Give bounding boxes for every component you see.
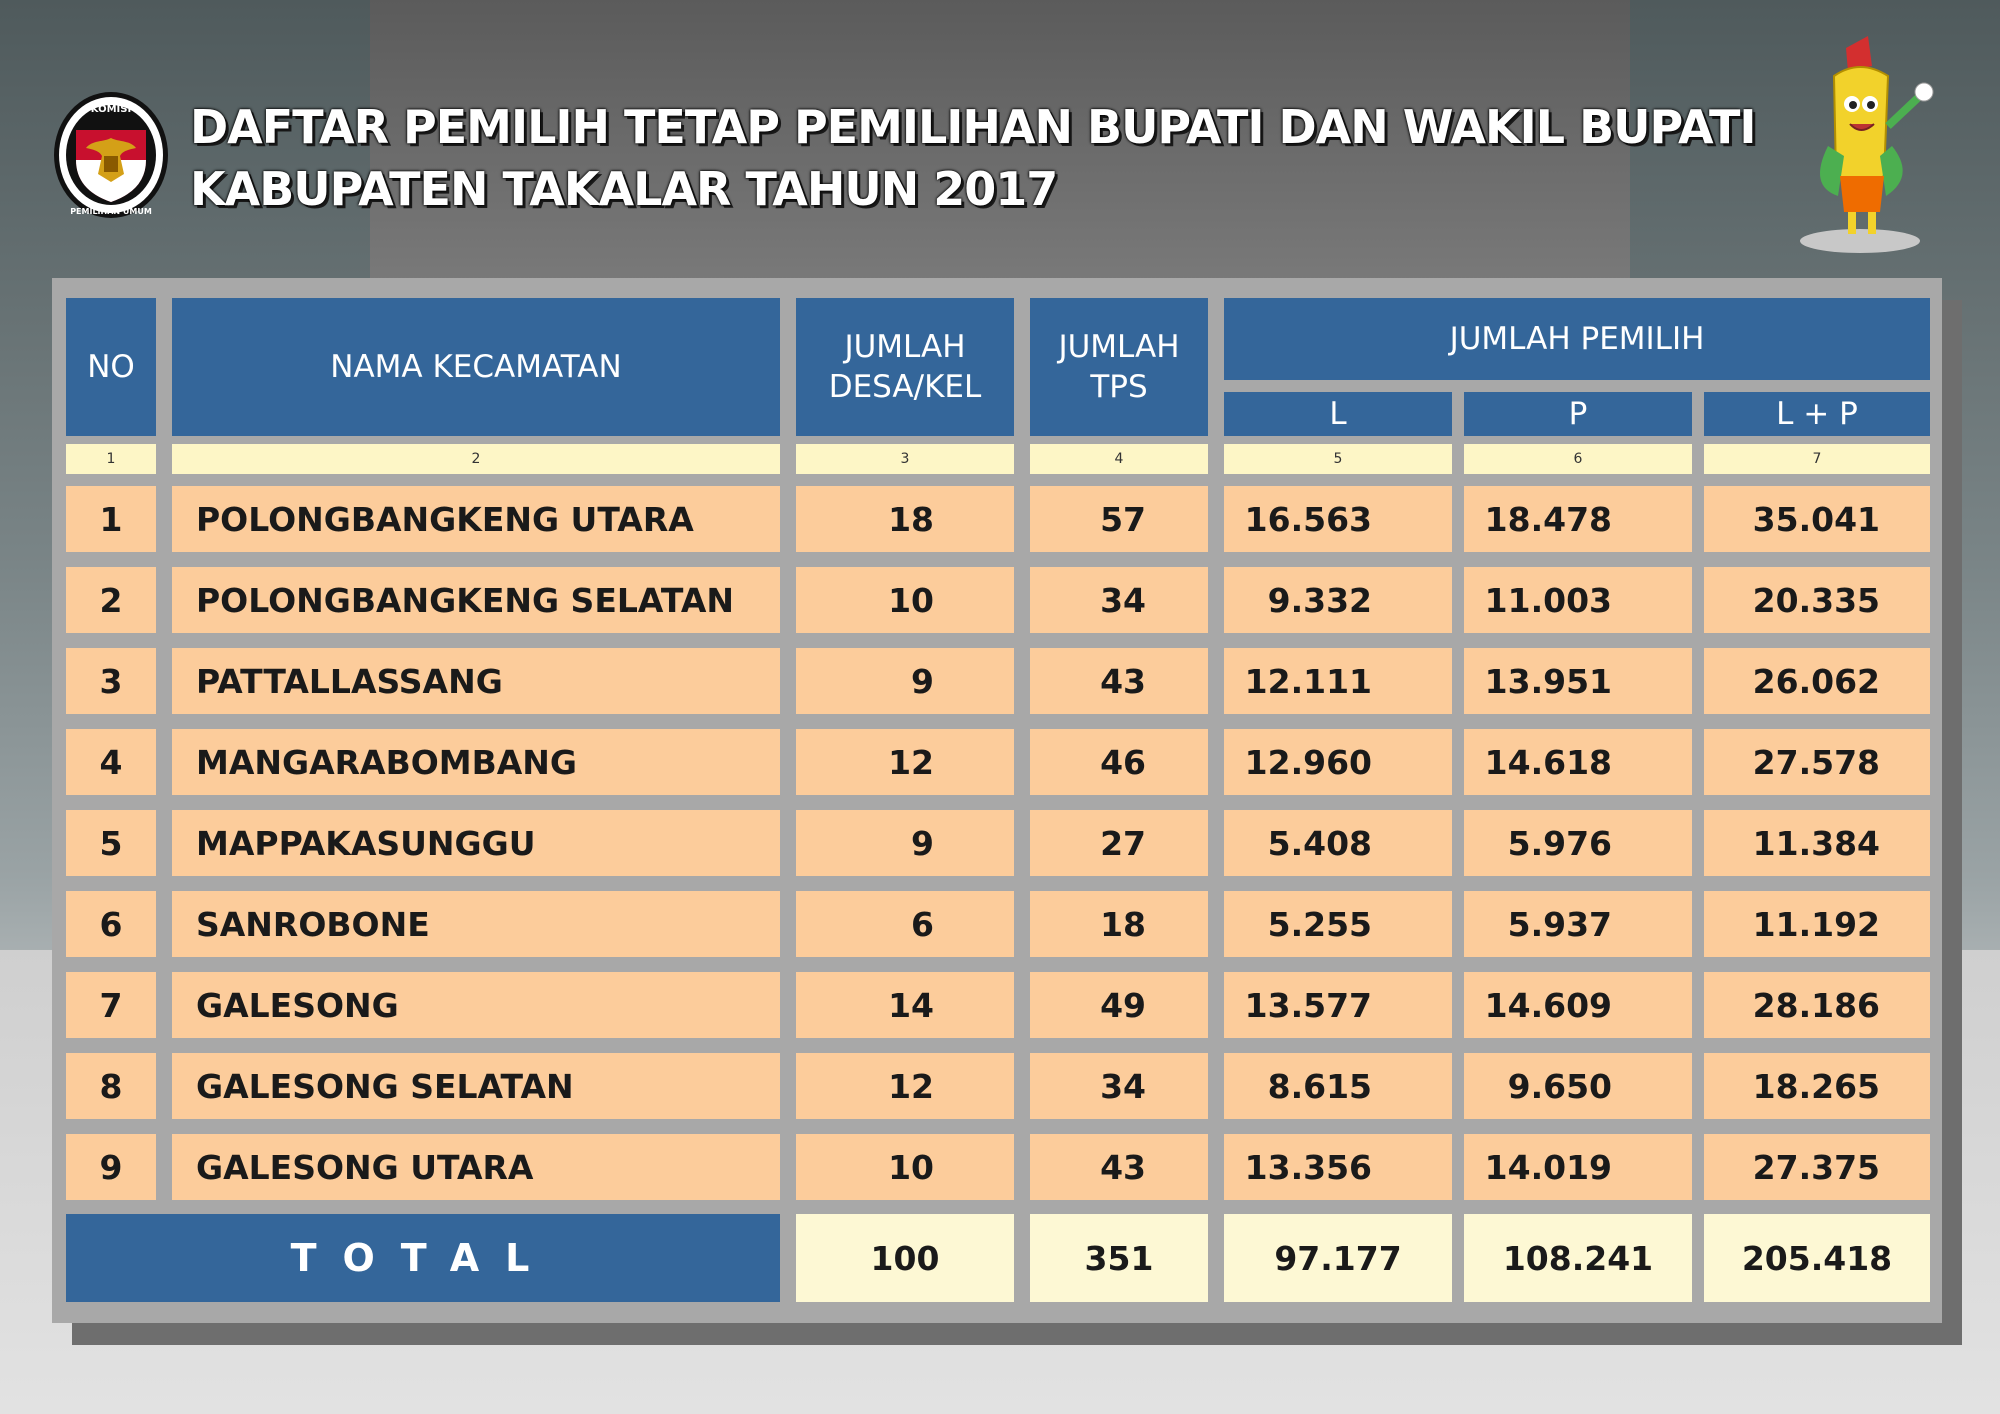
col-index: 5: [1224, 444, 1452, 474]
svg-text:PEMILIHAN UMUM: PEMILIHAN UMUM: [70, 207, 152, 216]
corn-mascot-icon: [1788, 36, 1938, 258]
row-p: 14.609: [1464, 972, 1692, 1038]
total-l: 97.177: [1224, 1214, 1452, 1302]
row-l: 8.615: [1224, 1053, 1452, 1119]
row-kecamatan: GALESONG UTARA: [172, 1134, 780, 1200]
row-p: 9.650: [1464, 1053, 1692, 1119]
total-label: TOTAL: [66, 1214, 780, 1302]
row-desa: 12: [796, 729, 1014, 795]
row-lp: 11.384: [1704, 810, 1930, 876]
row-tps: 49: [1030, 972, 1208, 1038]
row-tps: 46: [1030, 729, 1208, 795]
row-no: 6: [66, 891, 156, 957]
row-desa: 10: [796, 567, 1014, 633]
row-tps: 43: [1030, 648, 1208, 714]
row-desa: 6: [796, 891, 1014, 957]
row-lp: 26.062: [1704, 648, 1930, 714]
row-desa: 12: [796, 1053, 1014, 1119]
total-lp: 205.418: [1704, 1214, 1930, 1302]
row-kecamatan: MAPPAKASUNGGU: [172, 810, 780, 876]
row-p: 11.003: [1464, 567, 1692, 633]
col-index: 7: [1704, 444, 1930, 474]
svg-text:KOMISI: KOMISI: [90, 104, 132, 115]
row-l: 12.111: [1224, 648, 1452, 714]
row-p: 14.019: [1464, 1134, 1692, 1200]
row-tps: 43: [1030, 1134, 1208, 1200]
row-l: 5.408: [1224, 810, 1452, 876]
row-l: 13.356: [1224, 1134, 1452, 1200]
row-l: 16.563: [1224, 486, 1452, 552]
row-no: 4: [66, 729, 156, 795]
row-lp: 18.265: [1704, 1053, 1930, 1119]
row-p: 18.478: [1464, 486, 1692, 552]
row-tps: 27: [1030, 810, 1208, 876]
row-p: 13.951: [1464, 648, 1692, 714]
total-p: 108.241: [1464, 1214, 1692, 1302]
row-tps: 18: [1030, 891, 1208, 957]
row-l: 5.255: [1224, 891, 1452, 957]
header-jumlah-pemilih: JUMLAH PEMILIH: [1224, 298, 1930, 380]
header-desa-line1: JUMLAH: [844, 329, 966, 365]
row-no: 7: [66, 972, 156, 1038]
row-lp: 27.578: [1704, 729, 1930, 795]
header-lp: L + P: [1704, 392, 1930, 436]
page-title: [190, 96, 1756, 220]
header-jumlah-tps: [1030, 298, 1208, 436]
row-desa: 18: [796, 486, 1014, 552]
header-l: L: [1224, 392, 1452, 436]
row-p: 5.976: [1464, 810, 1692, 876]
row-lp: 35.041: [1704, 486, 1930, 552]
row-tps: 34: [1030, 567, 1208, 633]
row-lp: 28.186: [1704, 972, 1930, 1038]
header-tps-line1: JUMLAH: [1058, 329, 1180, 365]
row-lp: 11.192: [1704, 891, 1930, 957]
row-desa: 9: [796, 648, 1014, 714]
row-kecamatan: PATTALLASSANG: [172, 648, 780, 714]
row-p: 5.937: [1464, 891, 1692, 957]
row-kecamatan: GALESONG SELATAN: [172, 1053, 780, 1119]
header-jumlah-desa: [796, 298, 1014, 436]
header-tps-line2: TPS: [1090, 369, 1148, 405]
total-desa: 100: [796, 1214, 1014, 1302]
col-index: 6: [1464, 444, 1692, 474]
row-desa: 10: [796, 1134, 1014, 1200]
row-desa: 9: [796, 810, 1014, 876]
row-no: 8: [66, 1053, 156, 1119]
row-no: 1: [66, 486, 156, 552]
row-kecamatan: SANROBONE: [172, 891, 780, 957]
row-l: 12.960: [1224, 729, 1452, 795]
row-kecamatan: GALESONG: [172, 972, 780, 1038]
header-nama-kecamatan: NAMA KECAMATAN: [172, 298, 780, 436]
row-tps: 34: [1030, 1053, 1208, 1119]
header-desa-line2: DESA/KEL: [828, 369, 982, 405]
header-no: NO: [66, 298, 156, 436]
row-l: 9.332: [1224, 567, 1452, 633]
row-desa: 14: [796, 972, 1014, 1038]
col-index: 3: [796, 444, 1014, 474]
row-no: 5: [66, 810, 156, 876]
row-kecamatan: POLONGBANGKENG SELATAN: [172, 567, 780, 633]
col-index: 4: [1030, 444, 1208, 474]
row-kecamatan: POLONGBANGKENG UTARA: [172, 486, 780, 552]
row-lp: 27.375: [1704, 1134, 1930, 1200]
row-no: 9: [66, 1134, 156, 1200]
col-index: 2: [172, 444, 780, 474]
col-index: 1: [66, 444, 156, 474]
row-l: 13.577: [1224, 972, 1452, 1038]
total-tps: 351: [1030, 1214, 1208, 1302]
row-no: 3: [66, 648, 156, 714]
header-p: P: [1464, 392, 1692, 436]
kpu-logo: [52, 90, 170, 220]
title-line-1: DAFTAR PEMILIH TETAP PEMILIHAN BUPATI DAN WAKIL BUPATI: [190, 100, 1756, 154]
title-line-2: KABUPATEN TAKALAR TAHUN 2017: [190, 162, 1058, 216]
row-lp: 20.335: [1704, 567, 1930, 633]
row-tps: 57: [1030, 486, 1208, 552]
row-kecamatan: MANGARABOMBANG: [172, 729, 780, 795]
row-p: 14.618: [1464, 729, 1692, 795]
row-no: 2: [66, 567, 156, 633]
